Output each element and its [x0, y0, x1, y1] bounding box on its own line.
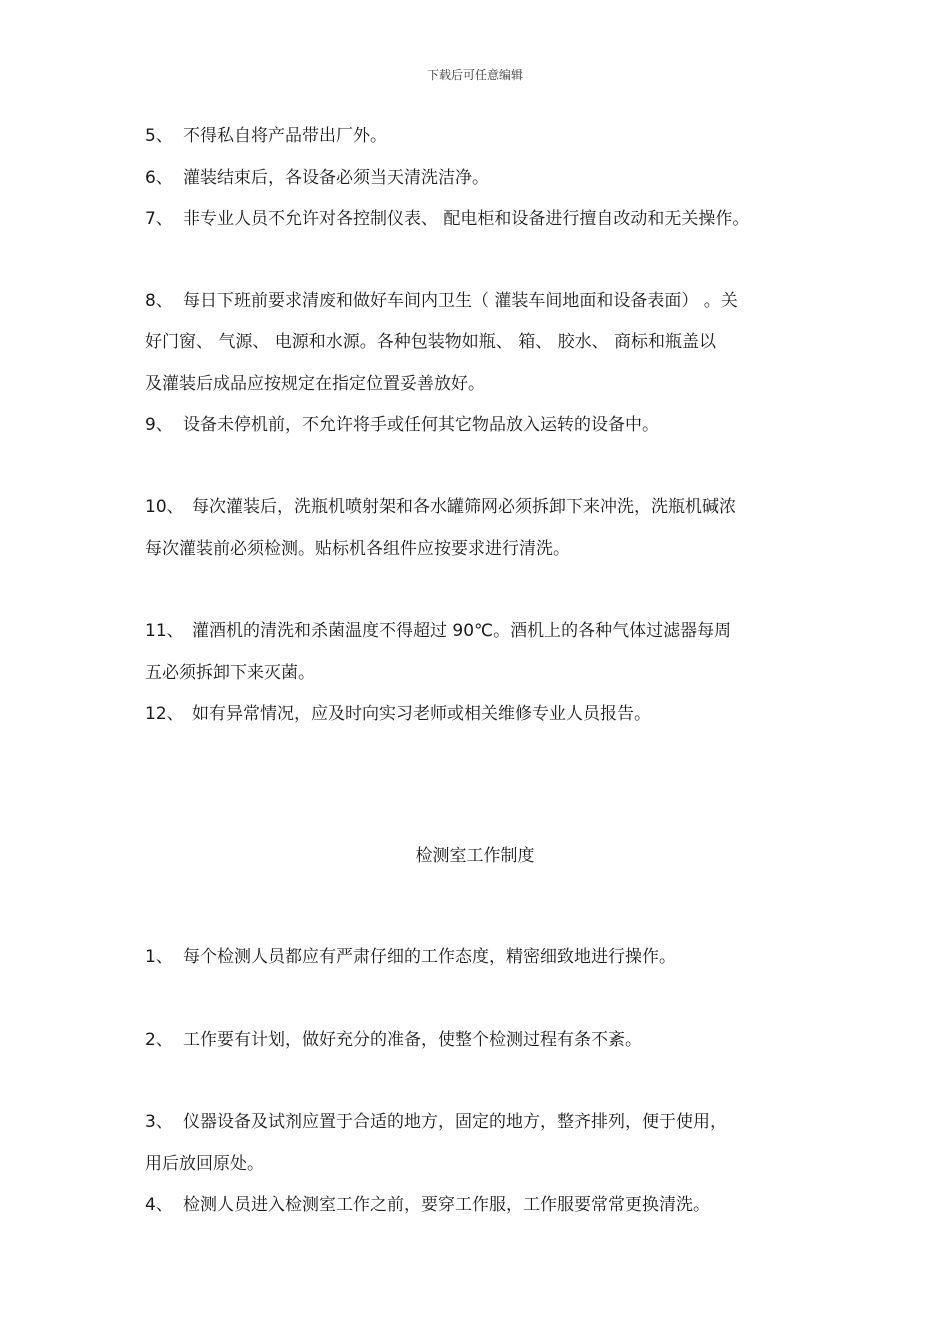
header-note: 下载后可任意编辑 [426, 68, 523, 82]
lab-rule-item-2 [145, 1029, 642, 1051]
rule-number: 1、 [145, 947, 173, 967]
rule-item-8 [145, 290, 738, 312]
rule-item-7 [145, 208, 749, 230]
rule-item-12 [145, 703, 651, 725]
rule-item-5 [145, 125, 387, 147]
lab-rule-item-1 [145, 946, 676, 968]
rule-number: 11、 [145, 621, 184, 641]
rule-number: 4、 [145, 1195, 173, 1215]
rule-text: 每日下班前要求清废和做好车间内卫生（ 灌装车间地面和设备表面） 。关 [183, 291, 738, 311]
rule-text: 仪器设备及试剂应置于合适的地方，固定的地方，整齐排列，便于使用， [183, 1112, 727, 1132]
rule-item-10 [145, 496, 736, 518]
rule-item-11-cont-1: 五必须拆卸下来灭菌。 [145, 663, 315, 683]
rule-text: 不得私自将产品带出厂外。 [183, 126, 387, 146]
rule-text: 设备未停机前，不允许将手或任何其它物品放入运转的设备中。 [183, 415, 659, 435]
rule-number: 10、 [145, 497, 184, 517]
rule-item-11 [145, 620, 731, 642]
rule-text: 如有异常情况，应及时向实习老师或相关维修专业人员报告。 [192, 704, 651, 724]
rule-text: 灌酒机的清洗和杀菌温度不得超过 90℃。酒机上的各种气体过滤器每周 [192, 621, 732, 641]
rule-number: 3、 [145, 1112, 173, 1132]
rule-item-10-cont-1: 每次灌装前必须检测。贴标机各组件应按要求进行清洗。 [145, 539, 570, 559]
lab-rule-item-4 [145, 1194, 710, 1216]
rule-text: 每个检测人员都应有严肃仔细的工作态度，精密细致地进行操作。 [183, 947, 676, 967]
rule-number: 12、 [145, 704, 184, 724]
rule-item-8-cont-1: 好门窗、 气源、 电源和水源。各种包装物如瓶、 箱、 胶水、 商标和瓶盖以 [145, 332, 717, 352]
rule-text: 每次灌装后，洗瓶机喷射架和各水罐筛网必须拆卸下来冲洗，洗瓶机碱浓 [192, 497, 736, 517]
section-title: 检测室工作制度 [415, 846, 535, 866]
lab-rule-item-3-cont-1: 用后放回原处。 [145, 1154, 264, 1174]
rule-text: 检测人员进入检测室工作之前，要穿工作服，工作服要常常更换清洗。 [183, 1195, 710, 1215]
rule-number: 6、 [145, 168, 173, 188]
rule-item-6 [145, 167, 489, 189]
rule-item-8-cont-2: 及灌装后成品应按规定在指定位置妥善放好。 [145, 374, 485, 394]
rule-text: 非专业人员不允许对各控制仪表、 配电柜和设备进行擅自改动和无关操作。 [183, 209, 750, 229]
rule-number: 8、 [145, 291, 173, 311]
rule-text: 工作要有计划，做好充分的准备，使整个检测过程有条不紊。 [183, 1030, 642, 1050]
rule-number: 2、 [145, 1030, 173, 1050]
rule-text: 灌装结束后，各设备必须当天清洗洁净。 [183, 168, 489, 188]
rule-number: 5、 [145, 126, 173, 146]
rule-number: 9、 [145, 415, 173, 435]
lab-rule-item-3 [145, 1111, 727, 1133]
rule-number: 7、 [145, 209, 173, 229]
rule-item-9 [145, 414, 659, 436]
